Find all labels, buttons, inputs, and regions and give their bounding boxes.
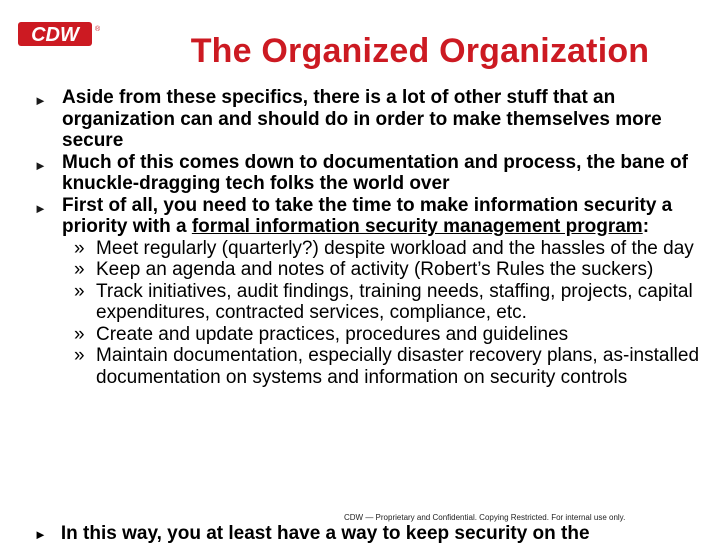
cdw-logo [18, 22, 100, 46]
sub-bullet-text: Meet regularly (quarterly?) despite workload and the hassles of the day [96, 237, 694, 259]
bullet-text: Much of this comes down to documentation and process, the bane of knuckle-dragging tech folks the world over [62, 151, 688, 194]
sub-bullet-list [62, 238, 712, 389]
sub-bullet-text: Maintain documentation, especially disaster recovery plans, as-installed documentation on systems and information on security controls [96, 345, 700, 388]
sub-bullet-icon: » [74, 237, 85, 259]
sub-bullet-text: Create and update practices, procedures and guidelines [96, 323, 569, 345]
bullet-text: Aside from these specifics, there is a lot of other stuff that an organization can and should do in order to make themselves more secure [62, 87, 662, 151]
bullet-item [34, 151, 712, 195]
bullet-arrow-icon: ► [34, 527, 47, 542]
bullet-text: First of all, you need to take the time to make information security a priority with a formal information security management program: [62, 194, 673, 237]
bullet-item [34, 194, 712, 389]
bullet-arrow-icon: ► [34, 93, 47, 108]
slide-body [34, 87, 712, 388]
bullet-item [34, 87, 712, 152]
logo-registered-mark: ® [95, 26, 100, 33]
sub-bullet-text: Keep an agenda and notes of activity (Robert’s Rules the suckers) [96, 259, 654, 280]
sub-bullet-icon: » [74, 345, 85, 366]
cutoff-bullet-text: ► In this way, you at least have a way to keep security on the [34, 523, 590, 544]
bullet-arrow-icon: ► [34, 200, 47, 216]
sub-bullet-item [62, 281, 712, 324]
sub-bullet-icon: » [74, 259, 85, 280]
sub-bullet-icon: » [74, 323, 85, 345]
logo-text: CDW [31, 24, 79, 46]
underlined-phrase: formal information security management program [191, 216, 643, 237]
sub-bullet-item [62, 259, 712, 281]
sub-bullet-item [62, 345, 712, 388]
footer-disclaimer: CDW — Proprietary and Confidential. Copying Restricted. For internal use only. [344, 513, 626, 522]
sub-bullet-item [62, 324, 712, 346]
sub-bullet-icon: » [74, 280, 85, 302]
sub-bullet-text: Track initiatives, audit findings, training needs, staffing, projects, capital expenditures, contracted services, compliance, etc. [96, 280, 693, 323]
bullet-arrow-icon: ► [34, 157, 47, 173]
slide-title: The Organized Organization [190, 32, 650, 70]
sub-bullet-item [62, 238, 712, 260]
